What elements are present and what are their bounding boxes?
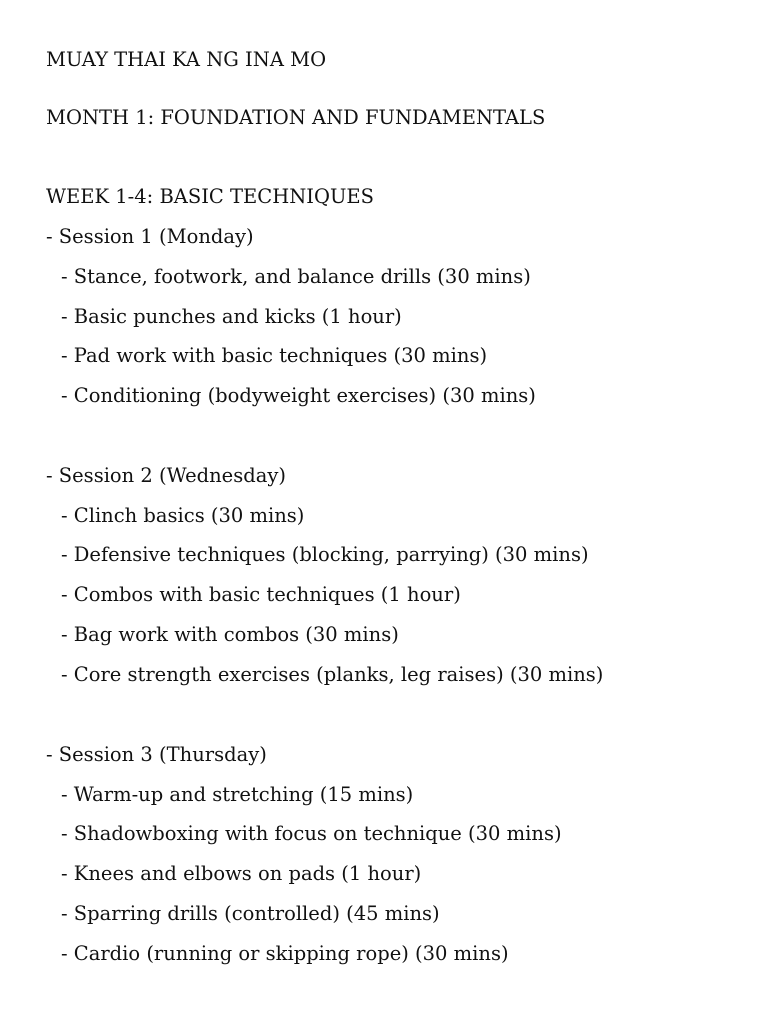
session-2-item: - Core strength exercises (planks, leg raises) (30 mins) bbox=[61, 663, 604, 686]
session-1-item: - Pad work with basic techniques (30 mins) bbox=[61, 344, 488, 367]
session-2-item: - Defensive techniques (blocking, parrying) (30 mins) bbox=[61, 543, 589, 566]
session-1-item: - Basic punches and kicks (1 hour) bbox=[61, 305, 402, 328]
session-3-item: - Cardio (running or skipping rope) (30 mins) bbox=[61, 942, 509, 965]
session-1-item: - Stance, footwork, and balance drills (30 mins) bbox=[61, 265, 531, 288]
session-3-item: - Knees and elbows on pads (1 hour) bbox=[61, 862, 422, 885]
week-heading: WEEK 1-4: BASIC TECHNIQUES bbox=[46, 185, 374, 208]
session-3-item: - Warm-up and stretching (15 mins) bbox=[61, 783, 414, 806]
document-title: MUAY THAI KA NG INA MO bbox=[46, 48, 327, 71]
session-1-item: - Conditioning (bodyweight exercises) (30 mins) bbox=[61, 384, 536, 407]
month-heading: MONTH 1: FOUNDATION AND FUNDAMENTALS bbox=[46, 106, 546, 129]
session-3-label: - Session 3 (Thursday) bbox=[46, 743, 267, 766]
session-2-label: - Session 2 (Wednesday) bbox=[46, 464, 286, 487]
session-3-item: - Sparring drills (controlled) (45 mins) bbox=[61, 902, 440, 925]
session-1-label: - Session 1 (Monday) bbox=[46, 225, 254, 248]
session-2-item: - Clinch basics (30 mins) bbox=[61, 504, 305, 527]
session-2-item: - Combos with basic techniques (1 hour) bbox=[61, 583, 461, 606]
session-2-item: - Bag work with combos (30 mins) bbox=[61, 623, 399, 646]
session-3-item: - Shadowboxing with focus on technique (30 mins) bbox=[61, 822, 562, 845]
